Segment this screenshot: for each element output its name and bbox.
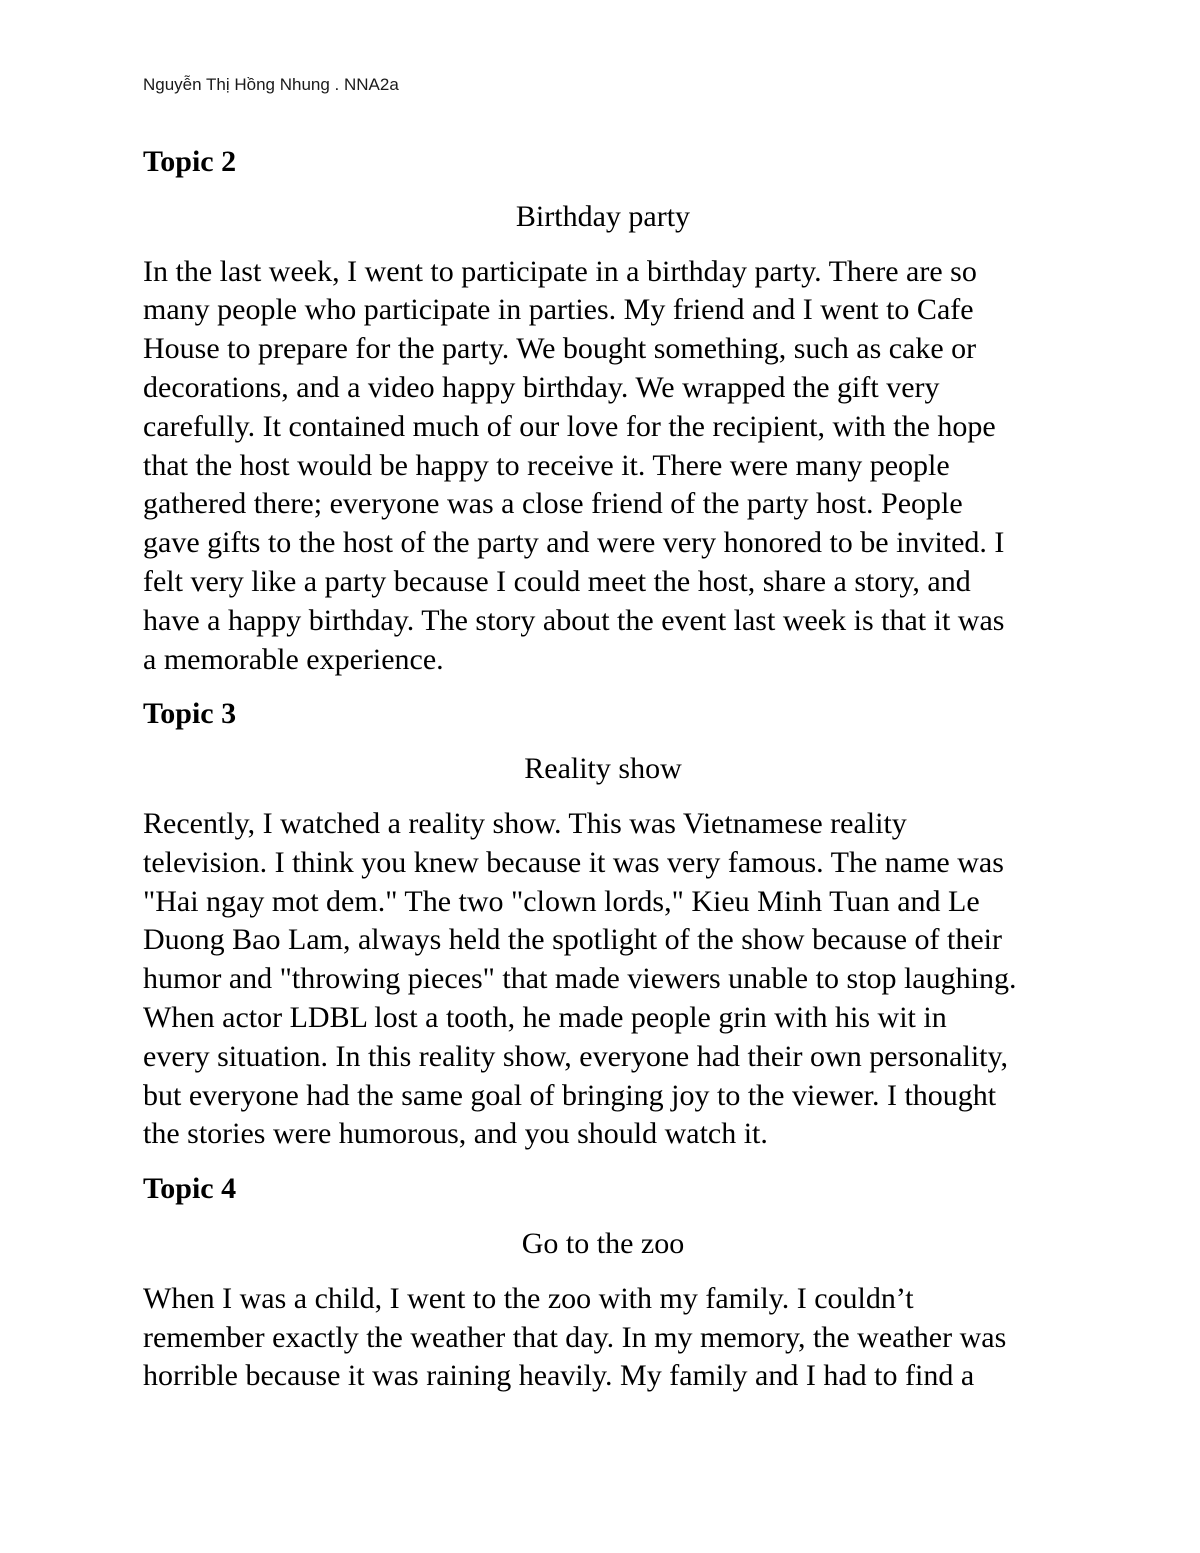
paragraph-line: many people who participate in parties. My friend and I went to Cafe <box>143 293 974 327</box>
paragraph-line: House to prepare for the party. We bought something, such as cake or <box>143 332 977 366</box>
paragraph-line: that the host would be happy to receive it. There were many people <box>143 448 950 482</box>
essay-paragraph <box>143 805 1063 1154</box>
essay-title: Reality show <box>524 752 682 786</box>
essay-paragraph <box>143 1280 1063 1396</box>
essay-paragraph <box>143 253 1063 680</box>
topic-heading: Topic 4 <box>143 1172 237 1206</box>
paragraph-line: every situation. In this reality show, everyone had their own personality, <box>143 1039 1009 1073</box>
paragraph-line: carefully. It contained much of our love for the recipient, with the hope <box>143 409 996 443</box>
paragraph-line: When I was a child, I went to the zoo with my family. I couldn’t <box>143 1281 914 1315</box>
author-header: Nguyễn Thị Hồng Nhung . NNA2a <box>143 75 399 94</box>
paragraph-line: gathered there; everyone was a close friend of the party host. People <box>143 487 963 521</box>
paragraph-line: gave gifts to the host of the party and were very honored to be invited. I <box>143 526 1005 560</box>
paragraph-line: "Hai ngay mot dem." The two "clown lords," Kieu Minh Tuan and Le <box>143 884 980 918</box>
essay-title: Go to the zoo <box>521 1226 685 1260</box>
paragraph-line: Recently, I watched a reality show. This was Vietnamese reality <box>143 806 907 840</box>
paragraph-line: have a happy birthday. The story about the event last week is that it was <box>143 603 1005 637</box>
topic-heading: Topic 3 <box>143 697 237 731</box>
paragraph-line: but everyone had the same goal of bringing joy to the viewer. I thought <box>143 1078 997 1112</box>
paragraph-line: Duong Bao Lam, always held the spotlight of the show because of their <box>143 923 1002 957</box>
paragraph-line: remember exactly the weather that day. In my memory, the weather was <box>143 1320 1007 1354</box>
topic-heading: Topic 2 <box>143 145 237 178</box>
document-body <box>143 143 1063 1412</box>
paragraph-line: a memorable experience. <box>143 642 444 676</box>
paragraph-line: humor and "throwing pieces" that made viewers unable to stop laughing. <box>143 962 1017 996</box>
essay-title: Birthday party <box>515 199 691 233</box>
paragraph-line: When actor LDBL lost a tooth, he made people grin with his wit in <box>143 1000 947 1034</box>
paragraph-line: felt very like a party because I could meet the host, share a story, and <box>143 564 971 598</box>
paragraph-line: horrible because it was raining heavily. My family and I had to find a <box>143 1359 975 1393</box>
paragraph-line: In the last week, I went to participate in a birthday party. There are so <box>143 254 977 288</box>
paragraph-line: the stories were humorous, and you should watch it. <box>143 1117 768 1151</box>
paragraph-line: decorations, and a video happy birthday. We wrapped the gift very <box>143 370 940 404</box>
paragraph-line: television. I think you knew because it was very famous. The name was <box>143 845 1004 879</box>
